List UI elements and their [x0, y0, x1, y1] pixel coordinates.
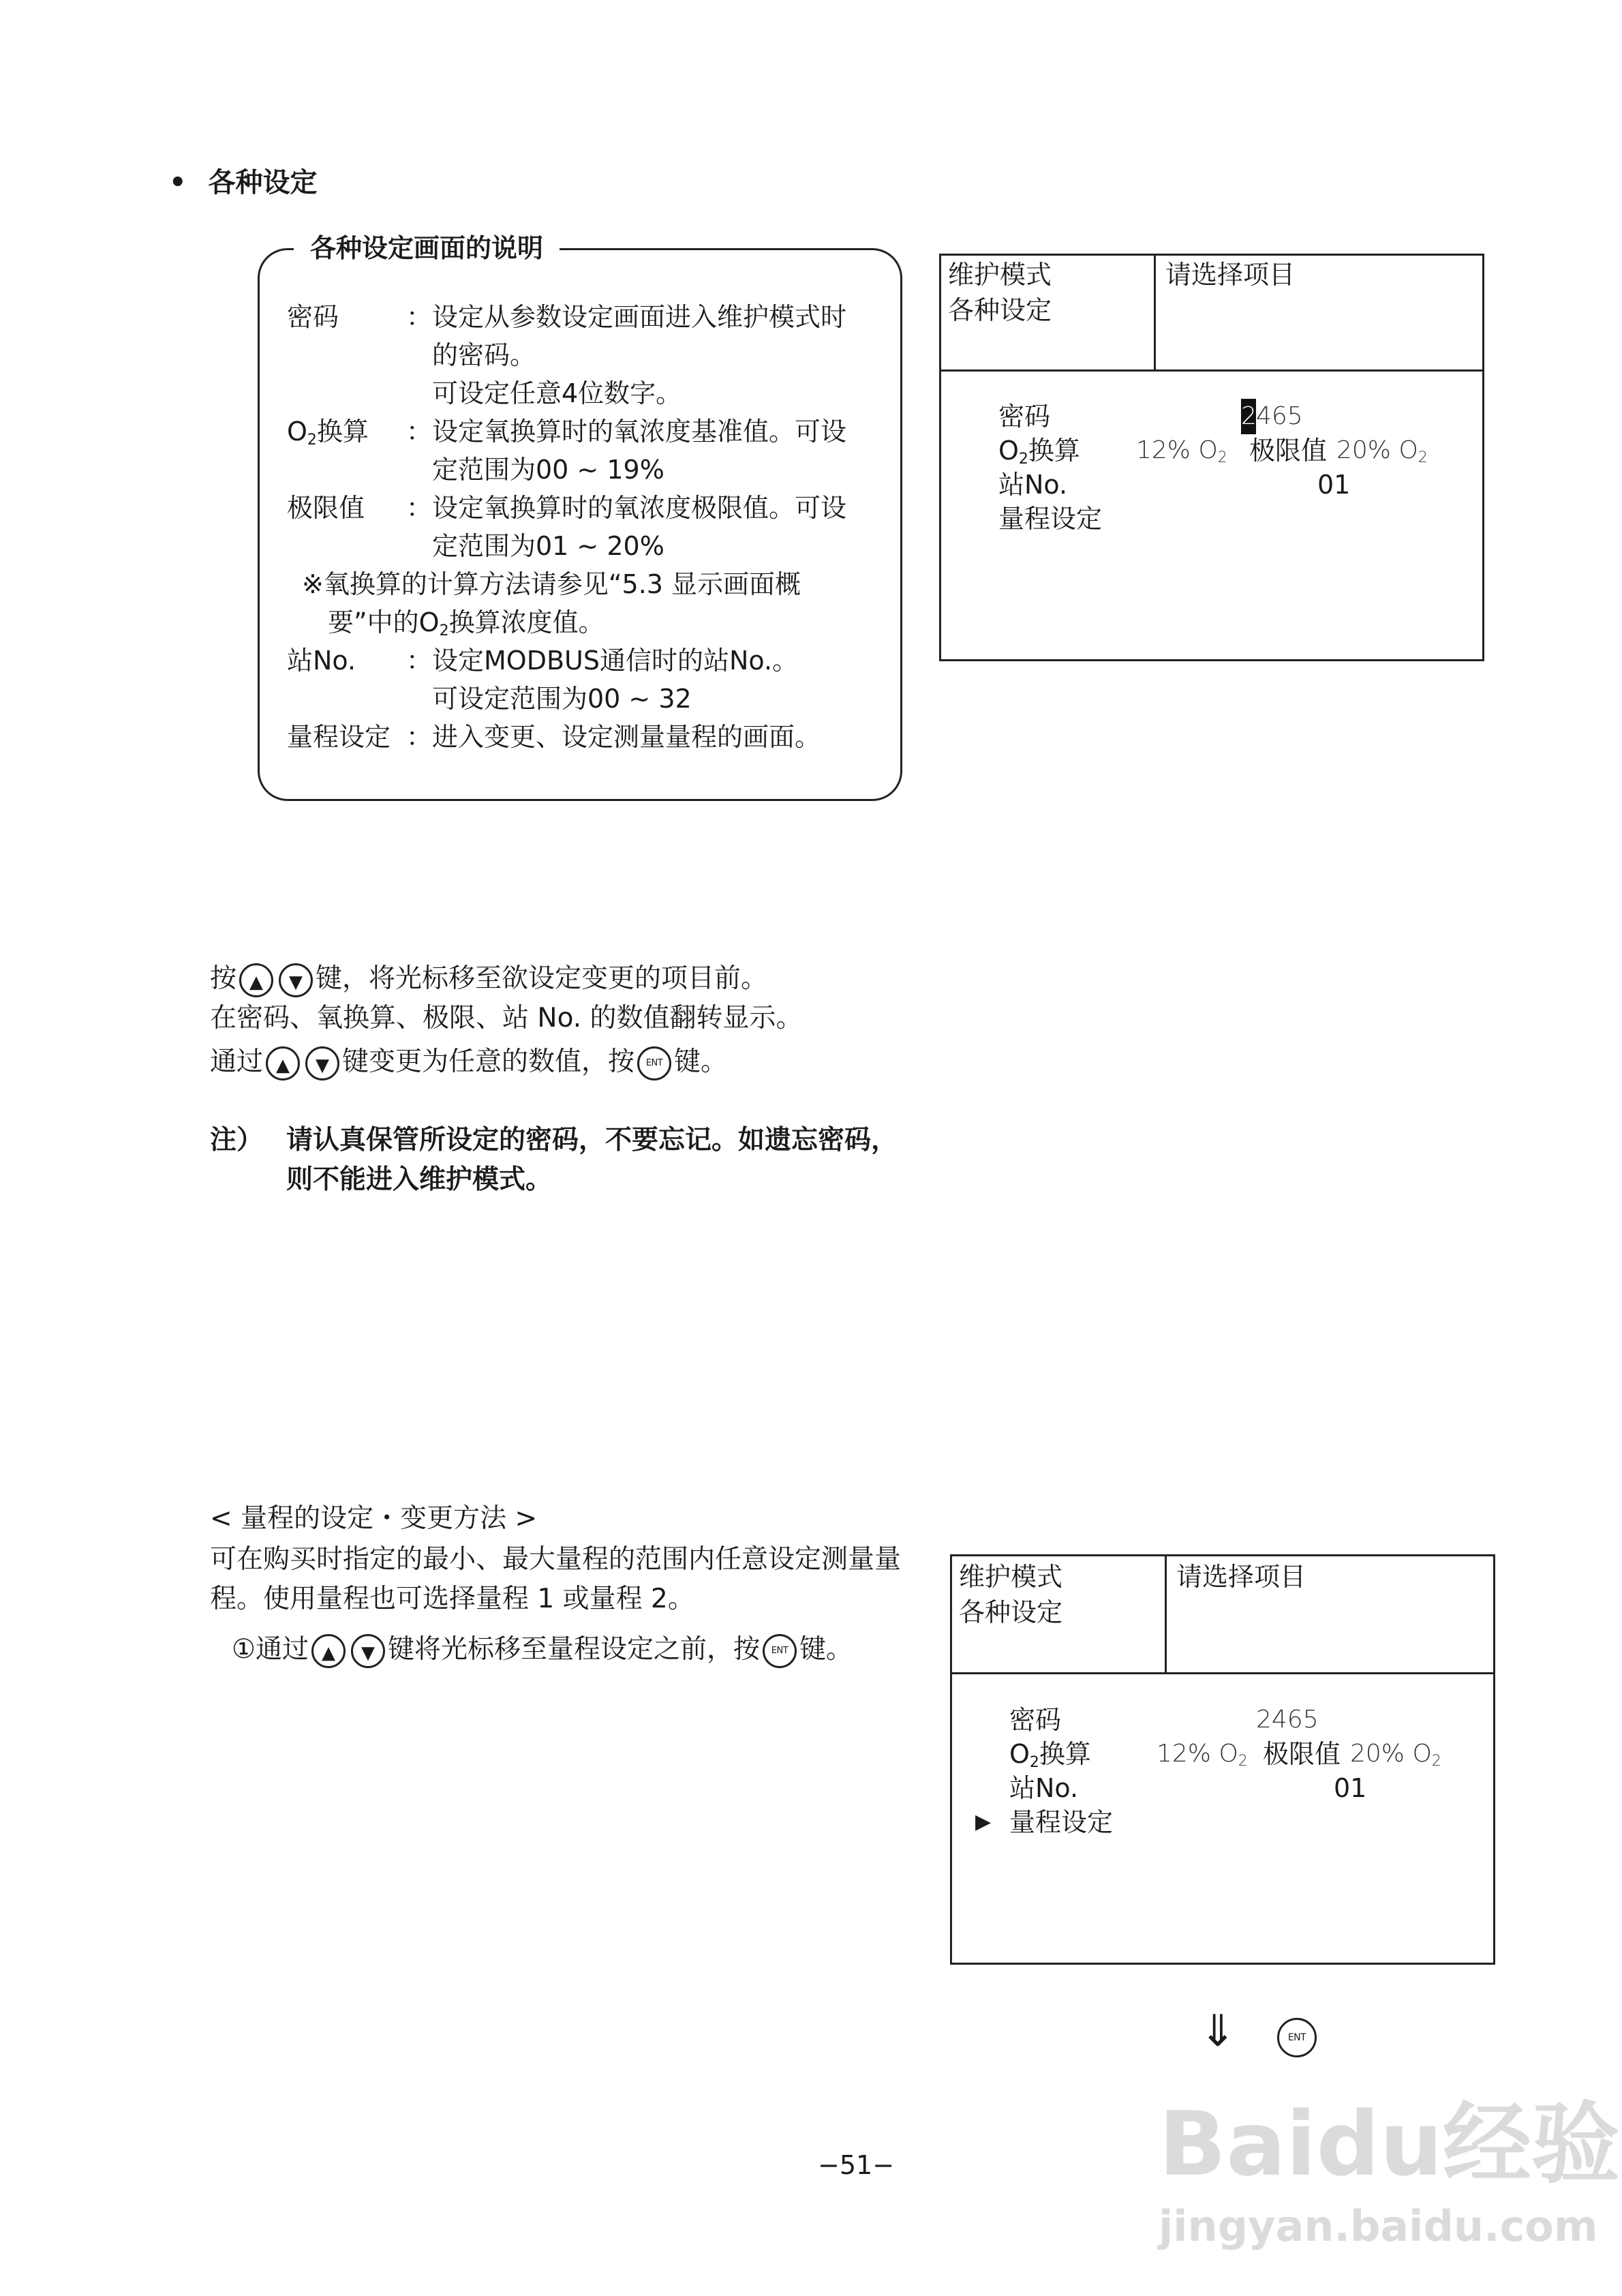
up-key-icon: ▲ [239, 963, 273, 997]
lcd-header-prompt [1167, 1556, 1493, 1674]
ent-key-icon: ENT [1277, 2018, 1317, 2057]
page-number: −51− [818, 2150, 895, 2180]
explain-row: 定范围为01 ~ 20% [406, 531, 664, 561]
lcd-range-label[interactable]: 量程设定 [1009, 1807, 1114, 1837]
explanation-box [258, 233, 902, 801]
instruction-line-3: 通过 ▲ ▼ 键变更为任意的数值，按 ENT 键。 [210, 1043, 727, 1081]
lcd-limit-label: 极限值 [1249, 436, 1328, 466]
lcd-screen-1 [939, 254, 1484, 661]
lcd-password-value[interactable]: 2465 [1256, 1706, 1319, 1734]
lcd-header-mode [941, 256, 1156, 372]
note-line-2: 则不能进入维护模式。 [286, 1164, 553, 1195]
explain-row: 可设定范围为00 ~ 32 [406, 684, 692, 714]
range-heading: < 量程的设定・变更方法 > [210, 1503, 538, 1534]
lcd-range-label[interactable]: 量程设定 [998, 504, 1103, 534]
lcd-o2-value[interactable]: 12% $O_2$ [1157, 1740, 1248, 1770]
up-key-icon: ▲ [266, 1046, 300, 1081]
lcd-station-value[interactable]: 01 [1317, 470, 1351, 500]
lcd-header-mode [952, 1556, 1167, 1674]
lcd-limit-value[interactable]: 20% $O_2$ [1350, 1740, 1441, 1770]
explain-row: 的密码。 [406, 340, 536, 370]
lcd-station-value[interactable]: 01 [1334, 1773, 1367, 1803]
explanation-box-title: 各种设定画面的说明 [294, 231, 560, 265]
range-line-2: 程。使用量程也可选择量程 1 或量程 2。 [210, 1584, 694, 1614]
up-key-icon: ▲ [311, 1634, 346, 1668]
lcd-station-label: 站No. [998, 470, 1068, 500]
explain-row-password: 密码 ：设定从参数设定画面进入维护模式时 [287, 302, 847, 332]
lcd-o2-label: $O_2$换算 [998, 436, 1080, 468]
down-key-icon: ▼ [279, 963, 313, 997]
lcd-limit-value[interactable]: 20% $O_2$ [1336, 436, 1428, 466]
explain-row-station: 站No. ：设定MODBUS通信时的站No.。 [287, 646, 799, 676]
note-line-1: 请认真保管所设定的密码，不要忘记。如遗忘密码， [286, 1125, 898, 1155]
section-title: 各种设定 [208, 167, 318, 198]
lcd-mode: 维护模式 [948, 260, 1052, 290]
explain-note: ※氧换算的计算方法请参见“5.3 显示画面概 [302, 569, 801, 599]
down-key-icon: ▼ [305, 1046, 339, 1081]
watermark-url: jingyan.baidu.com [1159, 2201, 1598, 2251]
range-line-1: 可在购买时指定的最小、最大量程的范围内任意设定测量量 [210, 1544, 902, 1575]
lcd-submode: 各种设定 [948, 295, 1052, 325]
lcd-password-label: 密码 [998, 402, 1051, 432]
flow-arrow-icon: ⇓ [1199, 2006, 1236, 2057]
explain-row: 可设定任意4位数字。 [406, 378, 682, 408]
lcd-limit-label: 极限值 [1263, 1739, 1341, 1769]
lcd-header-prompt [1156, 256, 1482, 372]
explain-row: 定范围为00 ~ 19% [406, 455, 664, 485]
lcd-prompt: 请选择项目 [1176, 1562, 1306, 1592]
down-key-icon: ▼ [351, 1634, 385, 1668]
lcd-prompt: 请选择项目 [1165, 260, 1296, 290]
lcd-password-label: 密码 [1009, 1705, 1062, 1735]
instruction-line-2: 在密码、氧换算、极限、站 No. 的数值翻转显示。 [210, 1003, 803, 1033]
lcd-o2-label: $O_2$换算 [1009, 1739, 1091, 1771]
ent-key-icon: ENT [637, 1046, 671, 1081]
instruction-line-1: 按 ▲ ▼ 键，将光标移至欲设定变更的项目前。 [210, 960, 767, 998]
range-step-1: ①通过 ▲ ▼ 键将光标移至量程设定之前，按 ENT 键。 [232, 1631, 853, 1669]
explain-row-o2: $O_2$换算 ：设定氧换算时的氧浓度基准值。可设 [287, 417, 847, 449]
bullet: • [169, 167, 187, 198]
explain-note: 要”中的$O_2$换算浓度值。 [328, 607, 605, 639]
lcd-o2-value[interactable]: 12% $O_2$ [1136, 436, 1227, 466]
lcd-selection-cursor-icon: ▶ [975, 1810, 992, 1834]
watermark-logo: Baidu经验 [1159, 2092, 1620, 2196]
lcd-station-label: 站No. [1009, 1773, 1079, 1803]
explain-row-limit: 极限值 ：设定氧换算时的氧浓度极限值。可设 [287, 493, 847, 523]
section-heading [169, 164, 318, 202]
edit-cursor: 2 [1241, 399, 1256, 434]
lcd-mode: 维护模式 [959, 1562, 1063, 1592]
lcd-screen-2 [950, 1554, 1495, 1965]
ent-key-icon: ENT [763, 1634, 797, 1668]
lcd-password-value[interactable]: 2465 [1241, 399, 1303, 434]
note-label: 注） [210, 1125, 264, 1155]
lcd-submode: 各种设定 [959, 1597, 1063, 1627]
explain-row-range: 量程设定 ：进入变更、设定测量量程的画面。 [287, 722, 821, 752]
